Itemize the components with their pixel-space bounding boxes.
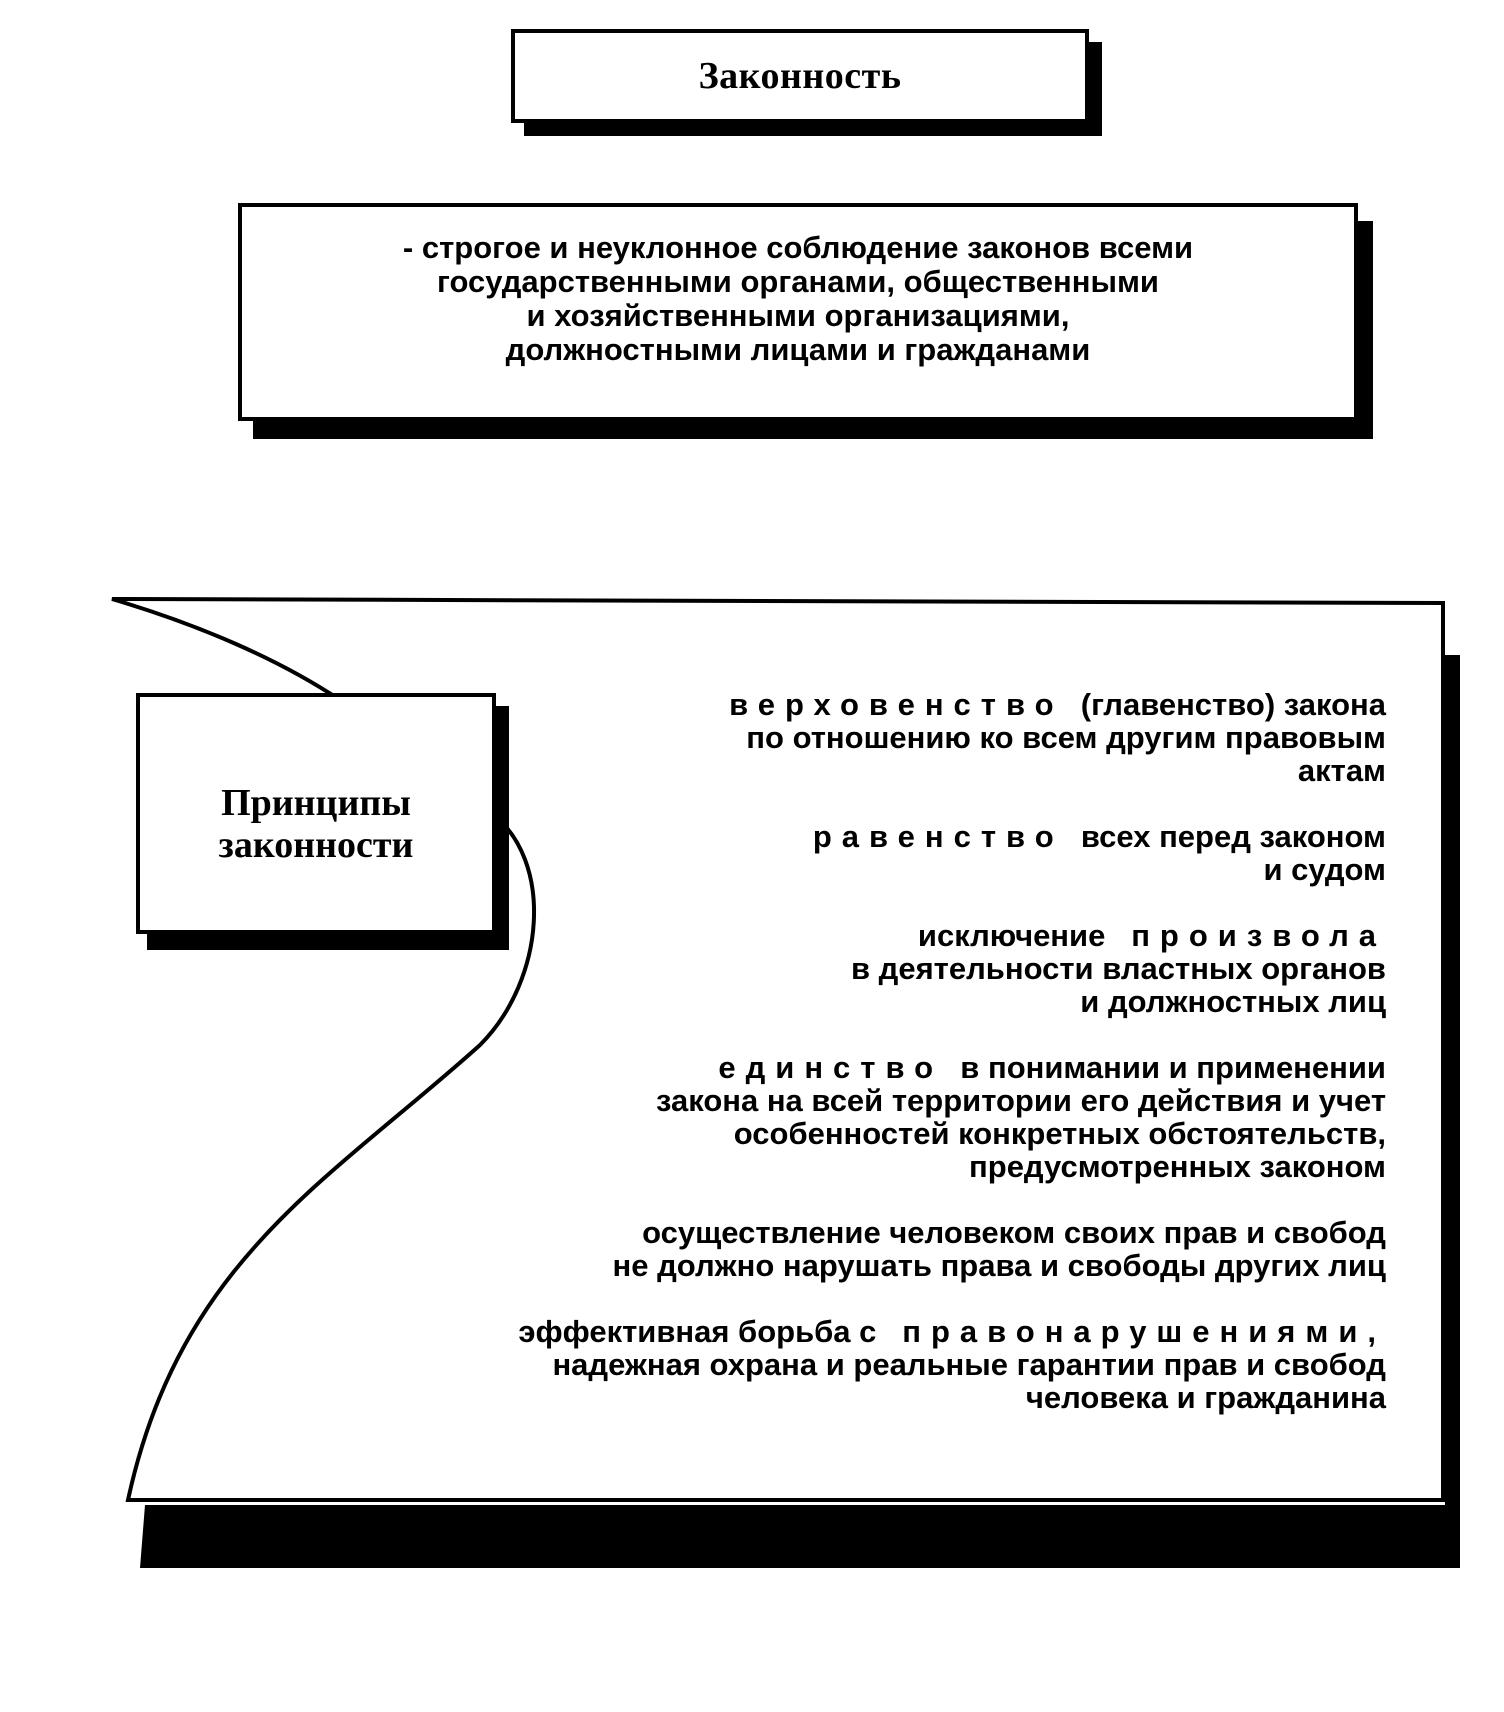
principle-item	[486, 1051, 1386, 1183]
principles-heading-line: Принципы	[221, 781, 411, 824]
principle-line	[486, 1315, 1386, 1348]
principle-line: по отношению ко всем другим правовым	[746, 720, 1386, 755]
principle-keyword: правонарушениями,	[902, 1314, 1386, 1349]
principle-line	[486, 919, 1386, 952]
principle-line: особенностей конкретных обстоятельств,	[733, 1116, 1386, 1151]
principle-item	[486, 919, 1386, 1018]
principle-line: осуществление человеком своих прав и свобод	[642, 1215, 1386, 1250]
principle-line: предусмотренных законом	[969, 1149, 1386, 1184]
principle-item	[486, 1315, 1386, 1414]
principle-line: надежная охрана и реальные гарантии прав и свобод	[552, 1347, 1386, 1382]
principle-item	[486, 1216, 1386, 1282]
principles-heading-line: законности	[218, 823, 414, 866]
principle-line: актам	[1297, 753, 1386, 788]
principle-line	[486, 820, 1386, 853]
principle-keyword: единство	[718, 1050, 944, 1085]
principle-keyword: произвола	[1131, 918, 1386, 953]
diagram-title: Законность	[698, 55, 902, 97]
principle-text: всех перед законом	[1080, 819, 1386, 854]
definition-line: и хозяйственными организациями,	[526, 298, 1070, 333]
principle-keyword: верховенство	[729, 687, 1064, 722]
principle-line	[486, 1051, 1386, 1084]
principle-line	[486, 688, 1386, 721]
principle-line: человека и гражданина	[1025, 1380, 1386, 1415]
principle-line: в деятельности властных органов	[851, 951, 1386, 986]
principle-prefix: исключение	[917, 918, 1106, 953]
principle-line: не должно нарушать права и свободы других лиц	[612, 1248, 1386, 1283]
principle-item	[486, 688, 1386, 787]
principle-keyword: равенство	[812, 819, 1064, 854]
principle-prefix: эффективная борьба с	[518, 1314, 877, 1349]
principles-box	[136, 693, 496, 934]
principle-item	[486, 820, 1386, 886]
principle-line: закона на всей территории его действия и учет	[655, 1083, 1386, 1118]
principle-text: в понимании и применении	[960, 1050, 1386, 1085]
principles-list	[486, 688, 1386, 1447]
principles-heading	[219, 782, 414, 866]
definition-line: - строгое и неуклонное соблюдение законов всеми	[402, 230, 1194, 265]
principle-text: (главенство) закона	[1080, 687, 1386, 722]
definition-line: государственными органами, общественными	[437, 264, 1159, 299]
definition-line: должностными лицами и гражданами	[505, 332, 1091, 367]
principle-line: и должностных лиц	[1080, 984, 1386, 1019]
principle-line: и судом	[1263, 852, 1386, 887]
